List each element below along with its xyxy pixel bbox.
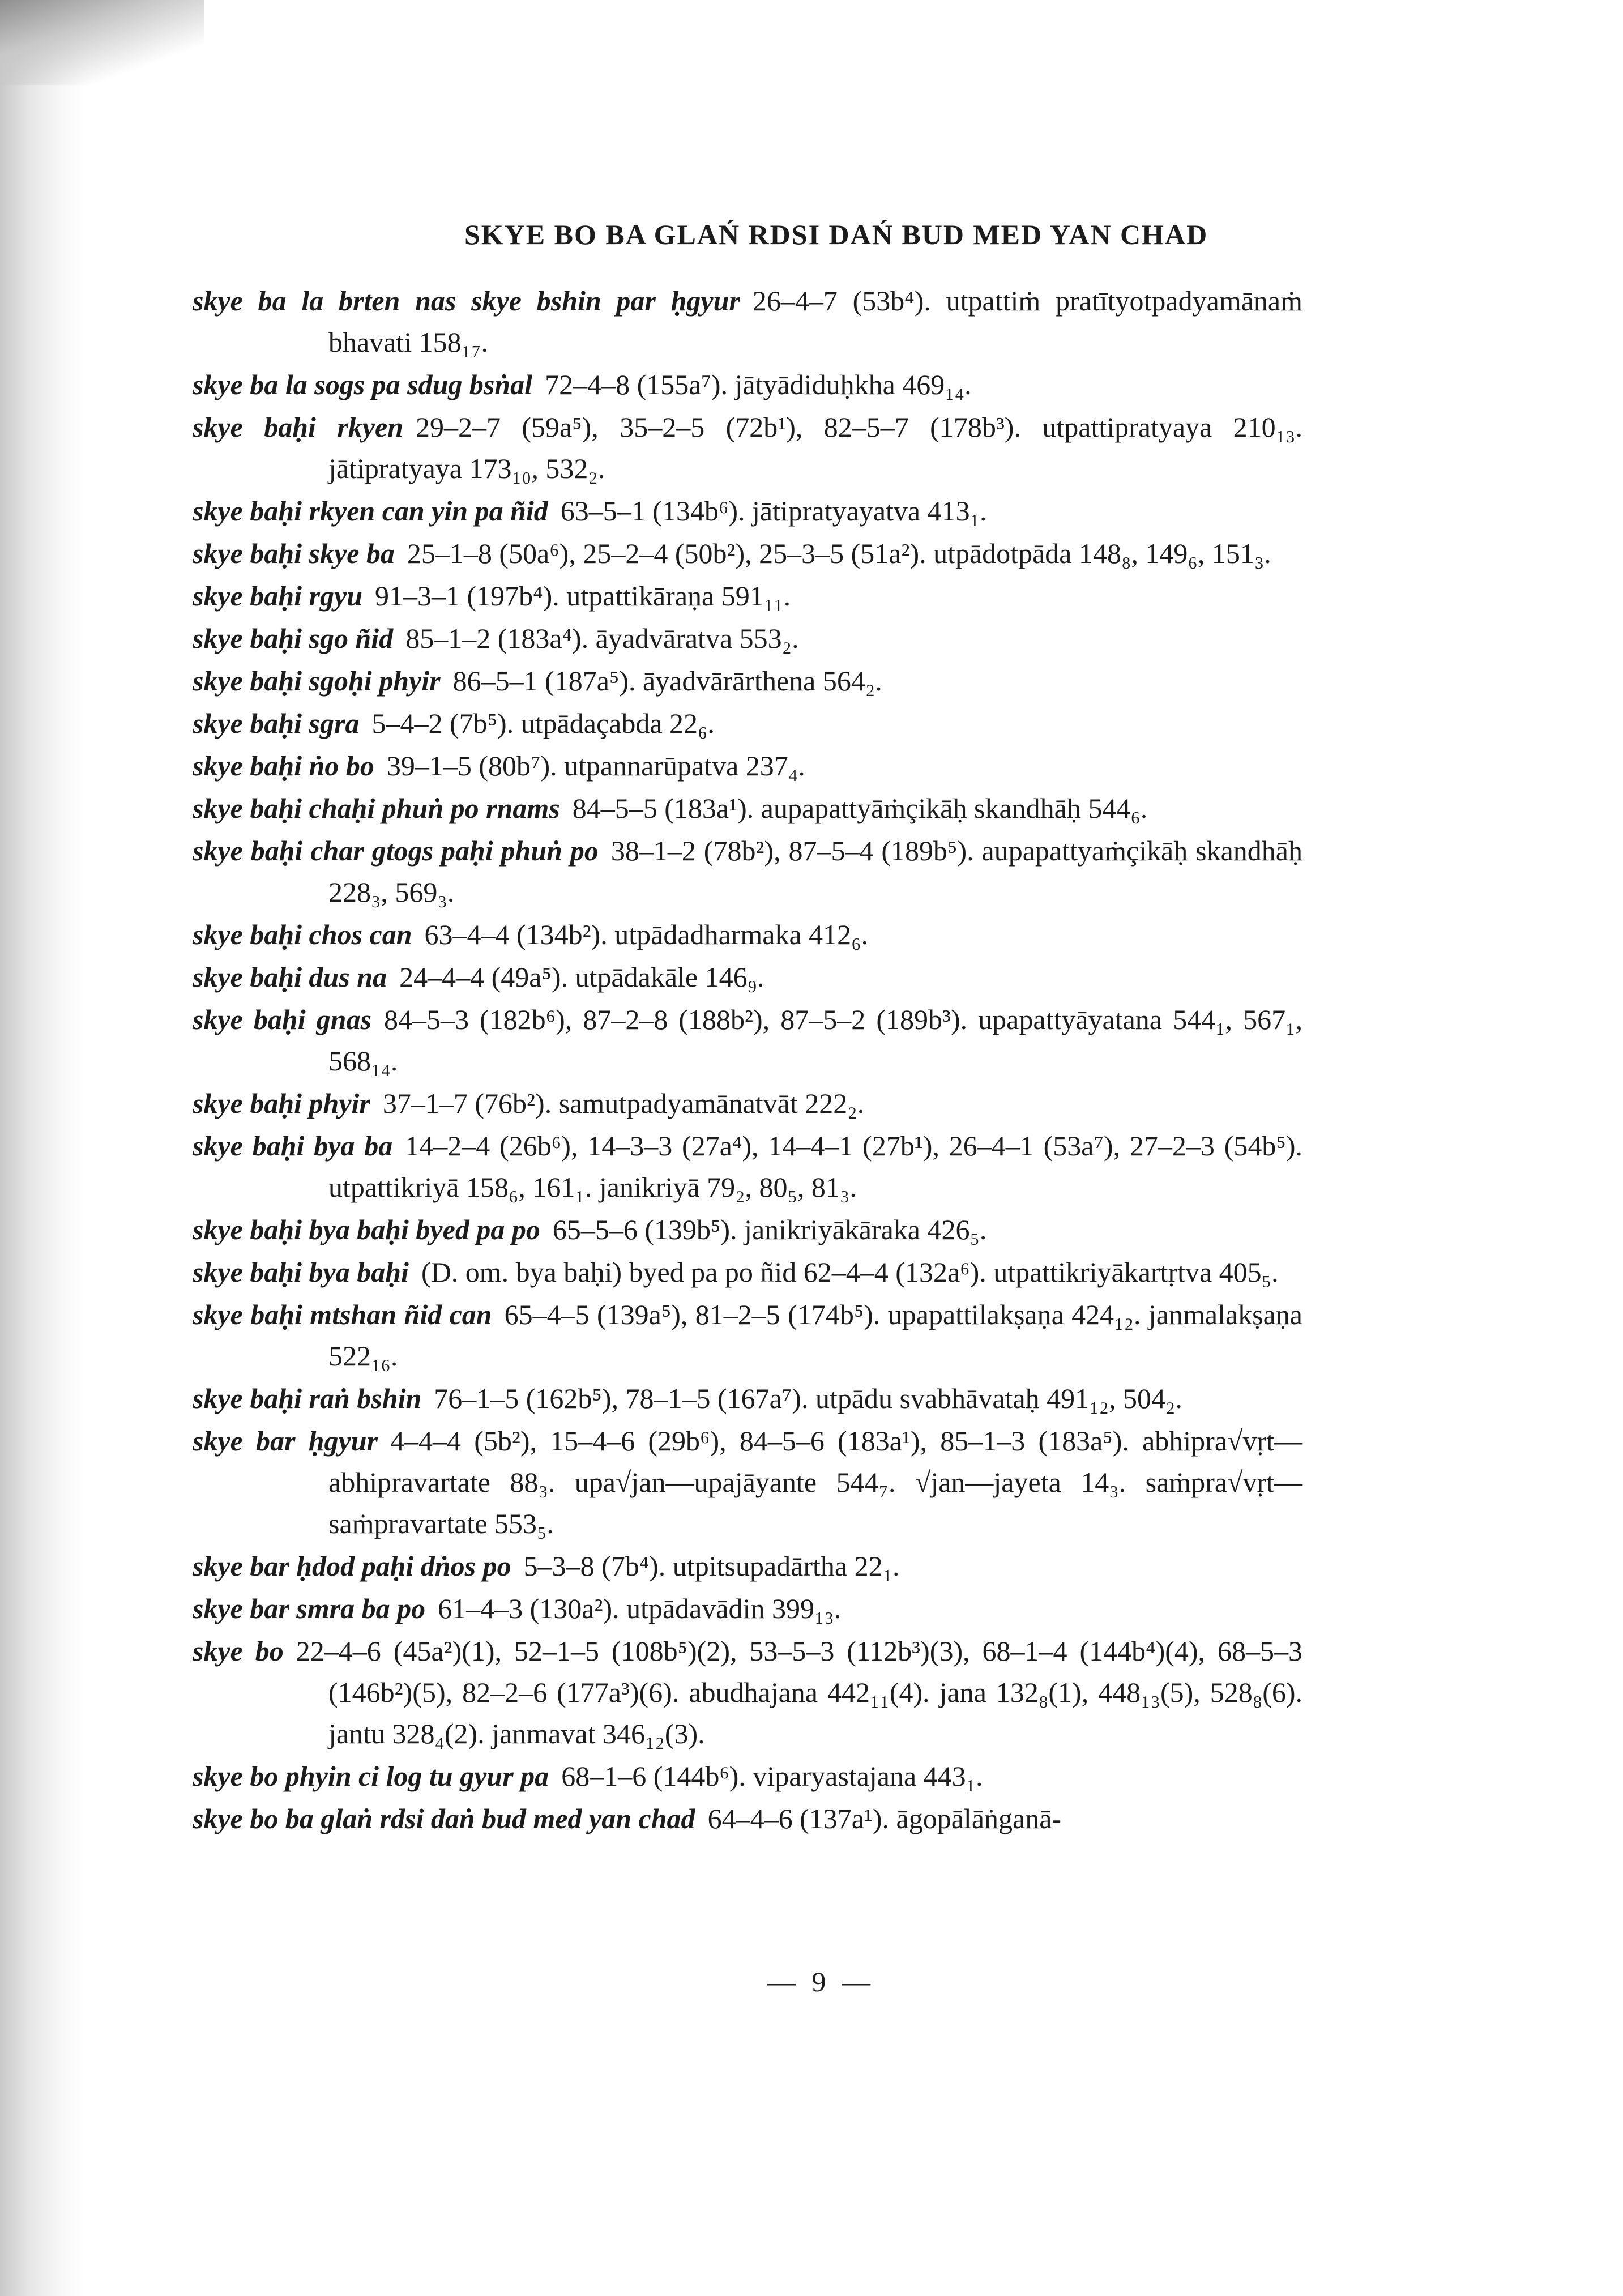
glossary-entry bbox=[193, 490, 1302, 532]
entry-body: 76–1–5 (162b⁵), 78–1–5 (167a⁷). utpādu svabhāvataḥ 491₁₂, 504₂. bbox=[434, 1382, 1182, 1414]
entry-body: 72–4–8 (155a⁷). jātyādiduḥkha 469₁₄. bbox=[545, 369, 972, 400]
glossary-entry bbox=[193, 660, 1302, 702]
glossary-entry-list bbox=[193, 280, 1302, 1841]
glossary-entry bbox=[193, 1588, 1302, 1629]
running-header: SKYE BO BA GLAŃ RDSI DAŃ BUD MED YAN CHAD bbox=[464, 219, 1208, 250]
glossary-entry bbox=[193, 280, 1302, 363]
entry-term: skye bo phyin ci log tu gyur pa bbox=[193, 1760, 549, 1792]
glossary-entry bbox=[193, 1125, 1302, 1208]
glossary-entry bbox=[193, 1378, 1302, 1419]
entry-term: skye bo ba glaṅ rdsi daṅ bud med yan chad bbox=[193, 1803, 695, 1834]
entry-term: skye baḥi mtshan ñid can bbox=[193, 1299, 492, 1330]
glossary-entry bbox=[193, 1756, 1302, 1797]
glossary-entry bbox=[193, 1083, 1302, 1124]
glossary-entry bbox=[193, 407, 1302, 489]
glossary-entry bbox=[193, 703, 1302, 744]
entry-body: 39–1–5 (80b⁷). utpannarūpatva 237₄. bbox=[386, 750, 805, 782]
entry-term: skye ba la brten nas skye bshin par ḥgyur bbox=[193, 285, 740, 317]
glossary-entry bbox=[193, 1631, 1302, 1755]
entry-body: 63–4–4 (134b²). utpādadharmaka 412₆. bbox=[424, 919, 869, 950]
glossary-entry bbox=[193, 1294, 1302, 1377]
glossary-entry bbox=[193, 1252, 1302, 1293]
glossary-entry bbox=[193, 1420, 1302, 1544]
entry-body: 63–5–1 (134b⁶). jātipratyayatva 413₁. bbox=[560, 495, 987, 527]
entry-term: skye bar smra ba po bbox=[193, 1593, 426, 1624]
entry-body: 5–3–8 (7b⁴). utpitsupadārtha 22₁. bbox=[523, 1550, 900, 1582]
entry-body: 68–1–6 (144b⁶). viparyastajana 443₁. bbox=[561, 1760, 983, 1792]
entry-term: skye baḥi dus na bbox=[193, 961, 387, 993]
glossary-entry bbox=[193, 830, 1302, 913]
entry-term: skye baḥi char gtogs paḥi phuṅ po bbox=[193, 835, 599, 867]
entry-body: 37–1–7 (76b²). samutpadyamānatvāt 222₂. bbox=[382, 1087, 865, 1119]
entry-term: skye bar ḥdod paḥi dṅos po bbox=[193, 1550, 511, 1582]
entry-body: 22–4–6 (45a²)(1), 52–1–5 (108b⁵)(2), 53–5–3 (112b³)(3), 68–1–4 (144b⁴)(4), 68–5–3 (146b²)(5), 82–2–6 (177a³)(6). abudhajana 442₁₁(4). jana 132₈(1), 448₁₃(5), 528₈(6). jantu 328₄(2). janmavat 346₁₂(3). bbox=[296, 1635, 1302, 1749]
glossary-entry bbox=[193, 533, 1302, 574]
entry-body: 26–4–7 (53b⁴). utpattiṁ pratītyotpadyamānaṁ bhavati 158₁₇. bbox=[328, 285, 1302, 358]
entry-term: skye baḥi rkyen can yin pa ñid bbox=[193, 495, 548, 527]
entry-term: skye baḥi phyir bbox=[193, 1087, 370, 1119]
entry-term: skye bar ḥgyur bbox=[193, 1425, 378, 1457]
glossary-entry bbox=[193, 364, 1302, 406]
entry-term: skye baḥi bya ba bbox=[193, 1130, 393, 1162]
entry-body: (D. om. bya baḥi) byed pa po ñid 62–4–4 (132a⁶). utpattikriyākartṛtva 405₅. bbox=[421, 1256, 1279, 1288]
glossary-entry bbox=[193, 1546, 1302, 1587]
entry-body: 14–2–4 (26b⁶), 14–3–3 (27a⁴), 14–4–1 (27b¹), 26–4–1 (53a⁷), 27–2–3 (54b⁵). utpattikriyā 158₆, 161₁. janikriyā 79₂, 80₅, 81₃. bbox=[328, 1130, 1303, 1203]
entry-body: 24–4–4 (49a⁵). utpādakāle 146₉. bbox=[399, 961, 764, 993]
entry-term: skye ba la sogs pa sdug bsṅal bbox=[193, 369, 533, 400]
entry-term: skye baḥi sgo ñid bbox=[193, 622, 394, 654]
entry-body: 65–5–6 (139b⁵). janikriyākāraka 426₅. bbox=[552, 1214, 987, 1245]
entry-body: 61–4–3 (130a²). utpādavādin 399₁₃. bbox=[438, 1593, 842, 1624]
entry-body: 4–4–4 (5b²), 15–4–6 (29b⁶), 84–5–6 (183a¹), 85–1–3 (183a⁵). abhipra√vṛt—abhipravartate 88₃. upa√jan—upajāyante 544₇. √jan—jayeta 14₃. saṁpra√vṛt—saṁpravartate 553₅. bbox=[328, 1425, 1302, 1539]
entry-term: skye baḥi chos can bbox=[193, 919, 412, 950]
glossary-entry bbox=[193, 745, 1302, 787]
entry-body: 64–4–6 (137a¹). āgopālāṅganā- bbox=[707, 1803, 1062, 1834]
entry-term: skye bo bbox=[193, 1635, 284, 1667]
glossary-entry bbox=[193, 999, 1302, 1082]
scan-shadow-edge bbox=[0, 0, 85, 2296]
entry-term: skye baḥi ṅo bo bbox=[193, 750, 374, 782]
entry-body: 29–2–7 (59a⁵), 35–2–5 (72b¹), 82–5–7 (178b³). utpattipratyaya 210₁₃. jātipratyaya 173₁₀, 532₂. bbox=[328, 411, 1302, 484]
entry-body: 85–1–2 (183a⁴). āyadvāratva 553₂. bbox=[405, 622, 799, 654]
entry-body: 25–1–8 (50a⁶), 25–2–4 (50b²), 25–3–5 (51a²). utpādotpāda 148₈, 149₆, 151₃. bbox=[407, 537, 1271, 569]
entry-term: skye baḥi rkyen bbox=[193, 411, 403, 443]
glossary-entry bbox=[193, 1798, 1302, 1840]
entry-term: skye baḥi bya baḥi bbox=[193, 1256, 409, 1288]
glossary-entry bbox=[193, 957, 1302, 998]
entry-term: skye baḥi sgra bbox=[193, 707, 360, 739]
entry-term: skye baḥi raṅ bshin bbox=[193, 1382, 422, 1414]
entry-body: 84–5–5 (183a¹). aupapattyāṁçikāḥ skandhāḥ 544₆. bbox=[572, 792, 1148, 824]
entry-term: skye baḥi gnas bbox=[193, 1004, 371, 1035]
entry-body: 91–3–1 (197b⁴). utpattikāraṇa 591₁₁. bbox=[375, 580, 791, 612]
entry-term: skye baḥi sgoḥi phyir bbox=[193, 665, 441, 697]
entry-body: 84–5–3 (182b⁶), 87–2–8 (188b²), 87–5–2 (189b³). upapattyāyatana 544₁, 567₁, 568₁₄. bbox=[328, 1004, 1302, 1077]
glossary-entry bbox=[193, 575, 1302, 617]
glossary-entry bbox=[193, 914, 1302, 955]
glossary-entry bbox=[193, 618, 1302, 659]
entry-term: skye baḥi bya baḥi byed pa po bbox=[193, 1214, 540, 1245]
scan-shadow-corner bbox=[0, 0, 204, 85]
glossary-entry bbox=[193, 1209, 1302, 1251]
glossary-entry bbox=[193, 788, 1302, 829]
entry-term: skye baḥi rgyu bbox=[193, 580, 362, 612]
entry-term: skye baḥi chaḥi phuṅ po rnams bbox=[193, 792, 560, 824]
entry-term: skye baḥi skye ba bbox=[193, 537, 395, 569]
entry-body: 65–4–5 (139a⁵), 81–2–5 (174b⁵). upapattilakṣaṇa 424₁₂. janmalakṣaṇa 522₁₆. bbox=[328, 1299, 1302, 1372]
entry-body: 38–1–2 (78b²), 87–5–4 (189b⁵). aupapattyaṁçikāḥ skandhāḥ 228₃, 569₃. bbox=[328, 835, 1302, 908]
page-number: — 9 — bbox=[767, 1966, 875, 1998]
entry-body: 5–4–2 (7b⁵). utpādaçabda 22₆. bbox=[371, 707, 715, 739]
entry-body: 86–5–1 (187a⁵). āyadvārārthena 564₂. bbox=[452, 665, 882, 697]
